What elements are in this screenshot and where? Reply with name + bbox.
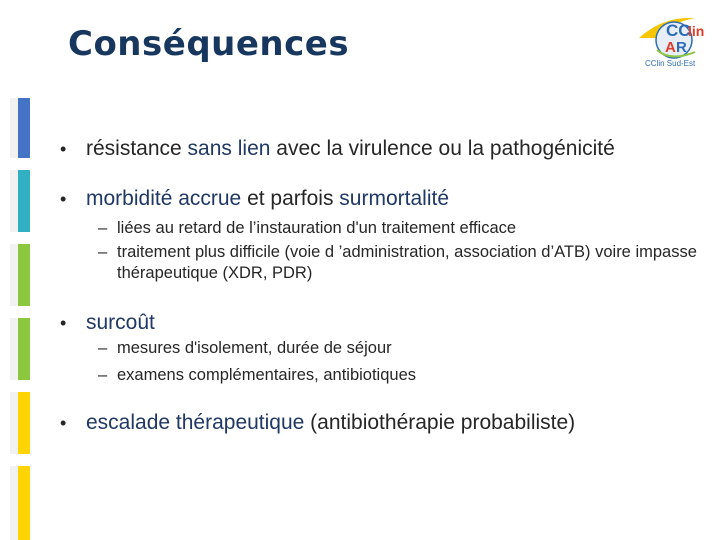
dash-marker: – xyxy=(98,366,108,384)
svg-text:A: A xyxy=(665,39,676,56)
text-run: et parfois xyxy=(241,187,340,210)
text-run: avec la virulence ou la pathogénicité xyxy=(270,137,615,160)
slide-title: Conséquences xyxy=(68,24,350,64)
dash-marker: – xyxy=(98,219,108,237)
decorative-color-bars xyxy=(10,98,32,540)
bar-green xyxy=(18,244,30,306)
sub-text: liées au retard de l’instauration d'un traitement efficace xyxy=(117,219,517,237)
bar-green-2 xyxy=(18,318,30,380)
svg-text:CC: CC xyxy=(666,21,691,40)
bullet-text xyxy=(86,136,615,162)
text-run: résistance xyxy=(86,137,188,160)
bullet-text xyxy=(86,186,449,212)
svg-text:R: R xyxy=(676,39,687,56)
cclin-logo xyxy=(633,12,715,72)
text-run-highlight: sans lien xyxy=(187,137,271,160)
dash-marker: – xyxy=(98,339,108,357)
bullet-marker: • xyxy=(60,413,67,433)
bar-teal xyxy=(18,170,30,232)
bar-yellow-2 xyxy=(18,466,30,540)
text-run-highlight: surmortalité xyxy=(339,187,449,210)
text-run-highlight: morbidité accrue xyxy=(86,187,242,210)
bullet-marker: • xyxy=(60,139,67,159)
svg-text:lin: lin xyxy=(688,23,705,39)
bullet-marker: • xyxy=(60,313,67,333)
bullet-marker: • xyxy=(60,189,67,209)
sub-text: traitement plus difficile (voie d ’administration, association d’ATB) voire impasse thérapeutique (XDR, PDR) xyxy=(117,243,697,282)
sub-text: mesures d'isolement, durée de séjour xyxy=(117,339,392,357)
bar-blue xyxy=(18,98,30,158)
bullet-text xyxy=(86,410,575,436)
bar-yellow xyxy=(18,392,30,454)
text-run: (antibiothérapie probabiliste) xyxy=(304,411,576,434)
sub-text: examens complémentaires, antibiotiques xyxy=(117,366,416,384)
bullet-text: surcoût xyxy=(86,311,155,334)
svg-text:CClin Sud-Est: CClin Sud-Est xyxy=(645,59,696,68)
dash-marker: – xyxy=(98,243,108,261)
text-run-highlight: escalade thérapeutique xyxy=(86,411,305,434)
